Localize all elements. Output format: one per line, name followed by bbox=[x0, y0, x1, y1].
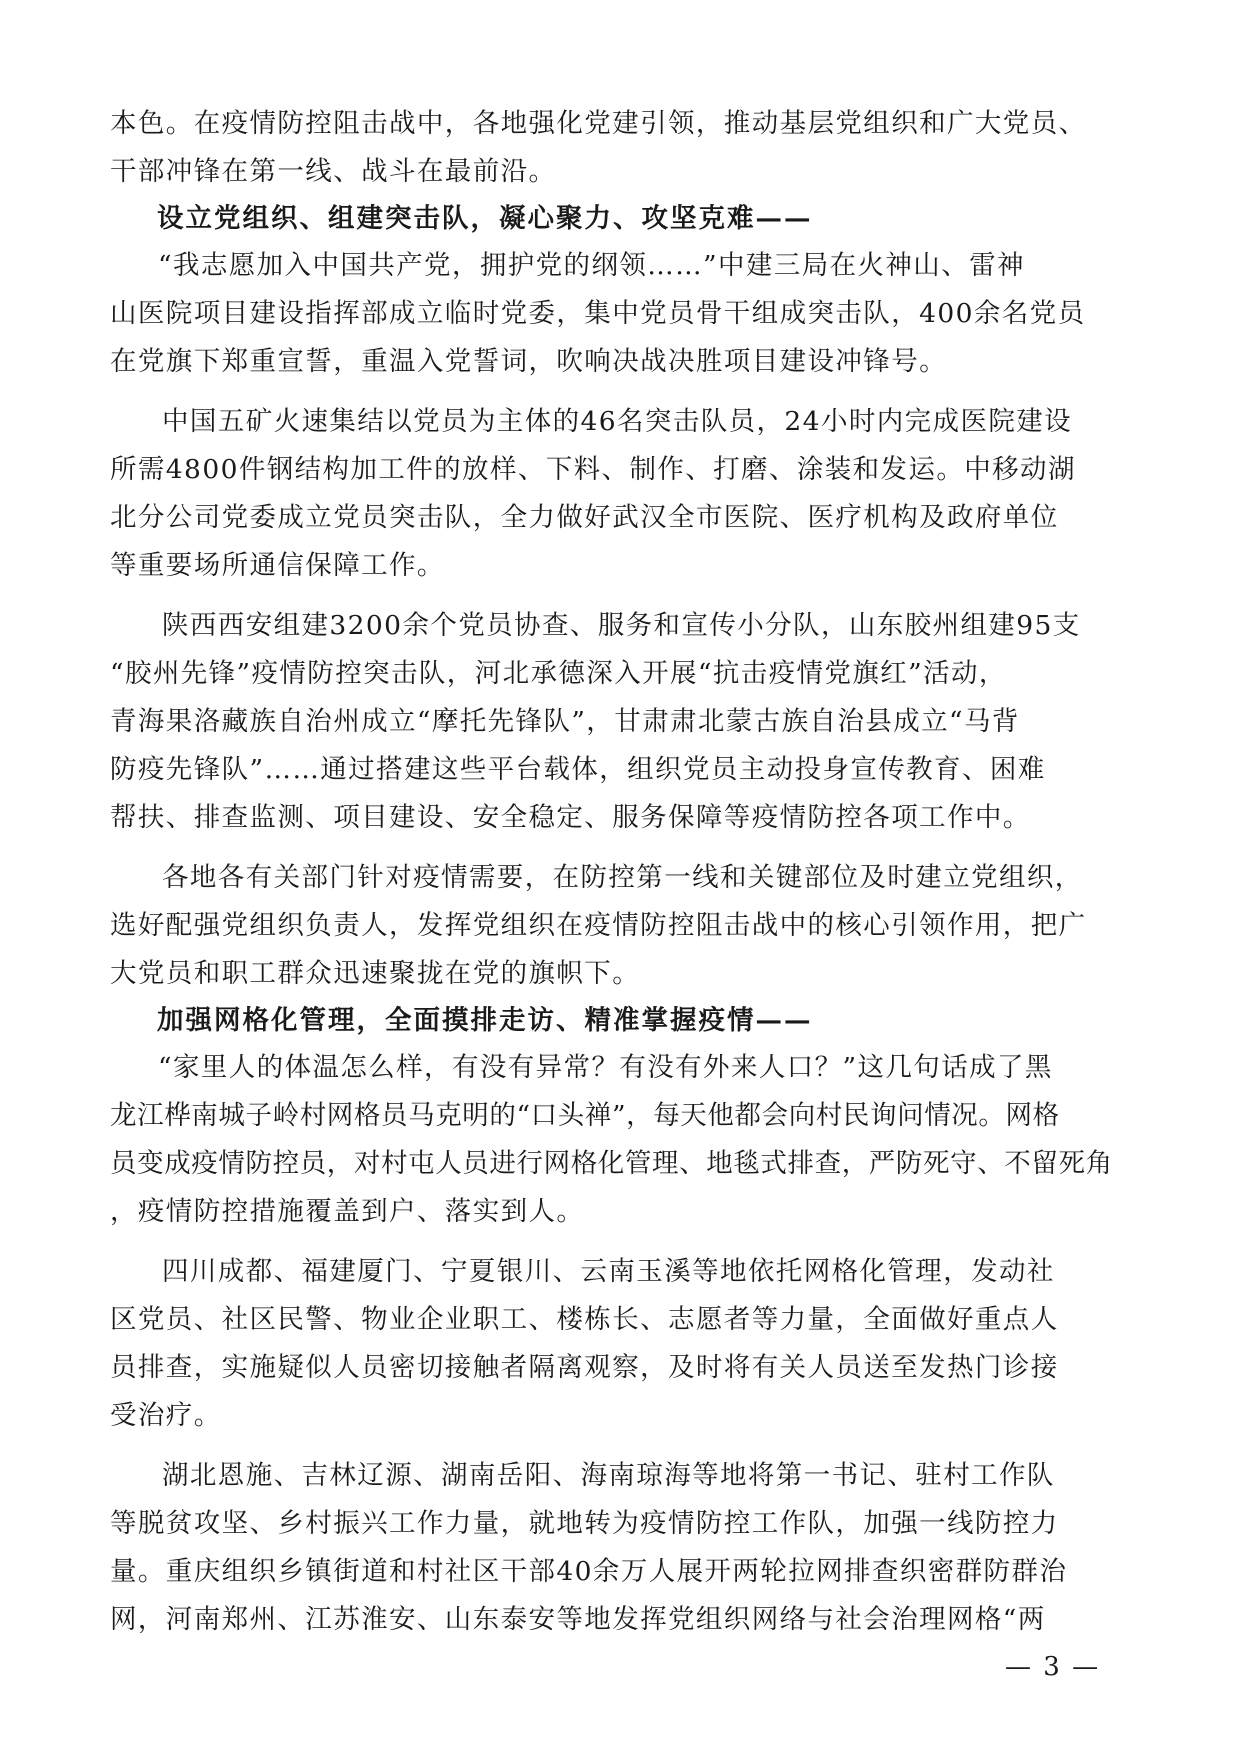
text-line: 员排查，实施疑似人员密切接触者隔离观察，及时将有关人员送至发热门诊接 bbox=[110, 1352, 1059, 1383]
text-line: 在党旗下郑重宣誓，重温入党誓词，吹响决战决胜项目建设冲锋号。 bbox=[110, 346, 947, 377]
text-line: 网，河南郑州、江苏淮安、山东泰安等地发挥党组织网络与社会治理网格“两 bbox=[110, 1604, 1046, 1635]
page-number: — 3 — bbox=[1005, 1652, 1101, 1682]
paragraph-party-organizations bbox=[110, 854, 1130, 998]
section-heading-organization bbox=[110, 196, 1130, 242]
text-line: “家里人的体温怎么样，有没有异常？有没有外来人口？”这几句话成了黑 bbox=[158, 1052, 1053, 1083]
text-line: 本色。在疫情防控阻击战中，各地强化党建引领，推动基层党组织和广大党员、 bbox=[110, 108, 1087, 139]
paragraph-community-screening bbox=[110, 1248, 1130, 1440]
document-page bbox=[110, 100, 1130, 1644]
text-line: 山医院项目建设指挥部成立临时党委，集中党员骨干组成突击队，400余名党员 bbox=[110, 298, 1086, 329]
heading-text: 加强网格化管理，全面摸排走访、精准掌握疫情—— bbox=[157, 1005, 813, 1036]
text-line: 选好配强党组织负责人，发挥党组织在疫情防控阻击战中的核心引领作用，把广 bbox=[110, 910, 1087, 941]
text-line: 龙江桦南城子岭村网格员马克明的“口头禅”，每天他都会向村民询问情况。网格 bbox=[110, 1100, 1060, 1131]
text-line: 等脱贫攻坚、乡村振兴工作力量，就地转为疫情防控工作队，加强一线防控力 bbox=[110, 1508, 1059, 1539]
text-line: 受治疗。 bbox=[110, 1400, 222, 1431]
section-heading-grid-management bbox=[110, 998, 1130, 1044]
paragraph-minmetals-cmcc bbox=[110, 398, 1130, 590]
text-line: 湖北恩施、吉林辽源、湖南岳阳、海南琼海等地将第一书记、驻村工作队 bbox=[162, 1460, 1055, 1491]
text-line: 青海果洛藏族自治州成立“摩托先锋队”，甘肃肃北蒙古族自治县成立“马背 bbox=[110, 706, 1020, 737]
heading-text: 设立党组织、组建突击队，凝心聚力、攻坚克难—— bbox=[157, 203, 813, 234]
paragraph-regional-teams bbox=[110, 602, 1130, 842]
text-line: 区党员、社区民警、物业企业职工、楼栋长、志愿者等力量，全面做好重点人 bbox=[110, 1304, 1059, 1335]
text-line: 帮扶、排查监测、项目建设、安全稳定、服务保障等疫情防控各项工作中。 bbox=[110, 802, 1031, 833]
text-line: 四川成都、福建厦门、宁夏银川、云南玉溪等地依托网格化管理，发动社 bbox=[162, 1256, 1055, 1287]
text-line: 干部冲锋在第一线、战斗在最前沿。 bbox=[110, 156, 557, 187]
text-line: 员变成疫情防控员，对村屯人员进行网格化管理、地毯式排查，严防死守、不留死角 bbox=[110, 1148, 1113, 1179]
paragraph-village-teams bbox=[110, 1452, 1130, 1644]
text-line: 陕西西安组建3200余个党员协查、服务和宣传小分队，山东胶州组建95支 bbox=[162, 610, 1081, 641]
paragraph-china-construction bbox=[110, 242, 1130, 386]
text-line: 北分公司党委成立党员突击队，全力做好武汉全市医院、医疗机构及政府单位 bbox=[110, 502, 1059, 533]
paragraph-grid-worker bbox=[110, 1044, 1130, 1236]
text-line: 量。重庆组织乡镇街道和村社区干部40余万人展开两轮拉网排查织密群防群治 bbox=[110, 1556, 1068, 1587]
text-line: 各地各有关部门针对疫情需要，在防控第一线和关键部位及时建立党组织， bbox=[162, 862, 1083, 893]
text-line: ，疫情防控措施覆盖到户、落实到人。 bbox=[110, 1196, 585, 1227]
text-line: 所需4800件钢结构加工件的放样、下料、制作、打磨、涂装和发运。中移动湖 bbox=[110, 454, 1076, 485]
text-line: 大党员和职工群众迅速聚拢在党的旗帜下。 bbox=[110, 958, 641, 989]
text-line: 防疫先锋队”……通过搭建这些平台载体，组织党员主动投身宣传教育、困难 bbox=[110, 754, 1046, 785]
text-line: 中国五矿火速集结以党员为主体的46名突击队员，24小时内完成医院建设 bbox=[162, 406, 1073, 437]
text-line: “胶州先锋”疫情防控突击队，河北承德深入开展“抗击疫情党旗红”活动， bbox=[110, 658, 1007, 689]
text-line: “我志愿加入中国共产党，拥护党的纲领……”中建三局在火神山、雷神 bbox=[158, 250, 1025, 281]
paragraph-intro-tail bbox=[110, 100, 1130, 196]
text-line: 等重要场所通信保障工作。 bbox=[110, 550, 445, 581]
